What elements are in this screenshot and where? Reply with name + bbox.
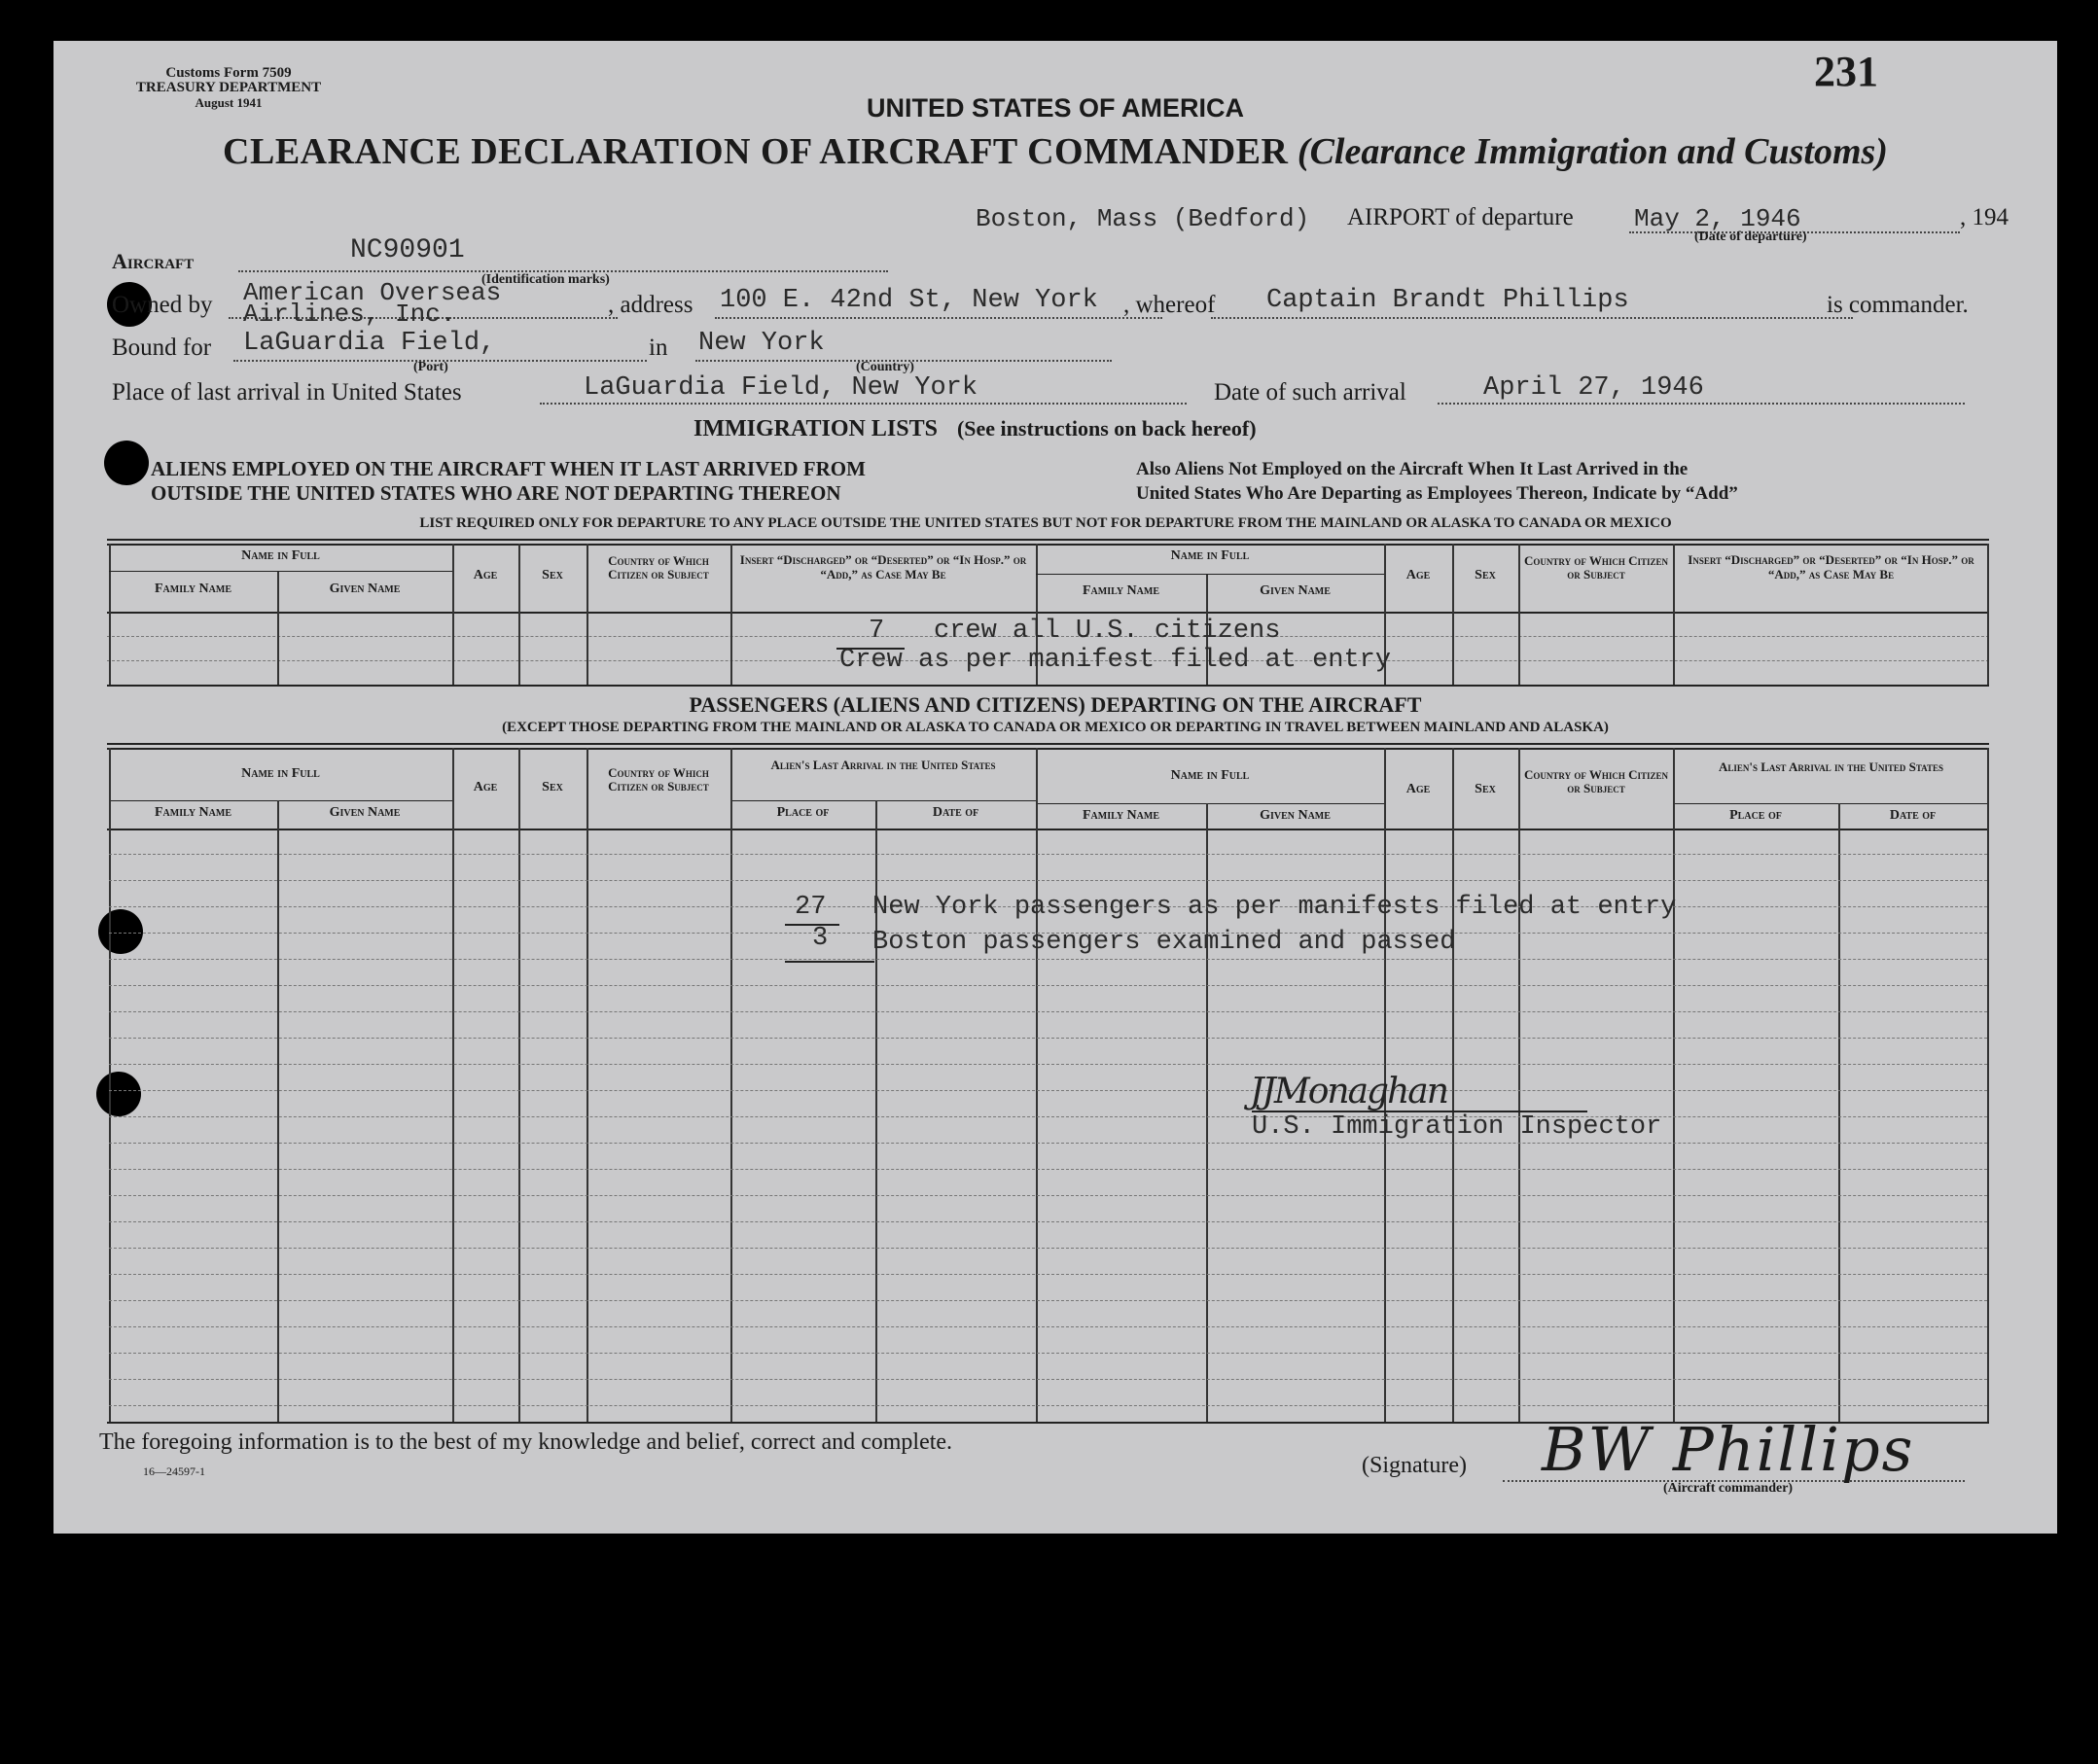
bound-in-label: in: [649, 335, 668, 361]
table-row-rule: [109, 1169, 1987, 1170]
crew-line-2: Crew as per manifest filed at entry: [839, 646, 1392, 675]
crew-insert-header-right: Insert “Discharged” or “Deserted” or “In Hosp.” or “Add,” as Case May Be: [1688, 552, 1974, 582]
owner-line-1: American Overseas: [243, 278, 502, 307]
pass-country-header: Country of Which Citizen or Subject: [608, 765, 709, 794]
pass-family-header: Family Name: [154, 805, 232, 820]
immigration-title: IMMIGRATION LISTS: [693, 416, 938, 441]
pass-last-arrival-header: Alien's Last Arrival in the United States: [770, 758, 996, 772]
commander-label: is commander.: [1827, 292, 1969, 318]
pass-family-header-right: Family Name: [1082, 808, 1160, 823]
boston-passenger-line: Boston passengers examined and passed: [872, 928, 1456, 957]
crew-age-header-right: Age: [1405, 568, 1431, 582]
crew-given-header: Given Name: [329, 582, 401, 596]
aircraft-label: Aircraft: [112, 249, 195, 273]
bound-for-label: Bound for: [112, 335, 212, 361]
crew-country-header: Country of Which Citizen or Subject: [608, 553, 709, 582]
crew-sex-header: Sex: [542, 568, 563, 582]
pass-last-arrival-header-right: Alien's Last Arrival in the United States: [1718, 759, 1944, 774]
table-row-rule: [109, 1300, 1987, 1301]
pass-given-header: Given Name: [329, 805, 401, 820]
crew-name-header: Name in Full: [241, 548, 320, 563]
table-row-rule: [109, 1353, 1987, 1354]
pass-age-header: Age: [473, 780, 498, 794]
departure-date: May 2, 1946: [1634, 204, 1801, 233]
passengers-heading: PASSENGERS (ALIENS AND CITIZENS) DEPARTING ON THE AIRCRAFT: [689, 692, 1422, 717]
crew-sex-header-right: Sex: [1475, 568, 1496, 582]
aliens-not-employed-line-1: Also Aliens Not Employed on the Aircraft When It Last Arrived in the: [1136, 459, 1689, 479]
form-paper: [53, 41, 2057, 1534]
table-row-rule: [109, 1221, 1987, 1222]
arrival-date-label: Date of such arrival: [1214, 379, 1406, 406]
aliens-not-employed-heading: [1136, 457, 1738, 506]
inspector-signature: JJMonaghan: [1250, 1072, 1447, 1111]
table-row-rule: [109, 1379, 1987, 1380]
punch-hole: [104, 441, 149, 485]
inspector-title: U.S. Immigration Inspector: [1252, 1112, 1662, 1142]
pass-date-of-header-right: Date of: [1889, 808, 1937, 823]
punch-hole: [96, 1072, 141, 1116]
aliens-employed-heading: [151, 457, 866, 506]
owner-line-2: Airlines, Inc.: [243, 300, 456, 329]
owned-by-label: Owned by: [112, 292, 213, 318]
crew-count: 7: [869, 617, 885, 646]
table-row-rule: [109, 1143, 1987, 1144]
pass-country-header-right: Country of Which Citizen or Subject: [1524, 767, 1668, 795]
immigration-heading: [693, 416, 1257, 442]
departure-airport-label: AIRPORT of departure: [1347, 204, 1574, 230]
crew-age-header: Age: [473, 568, 498, 582]
form-number: Customs Form 7509: [165, 65, 292, 81]
table-row-rule: [109, 1064, 1987, 1065]
crew-family-header: Family Name: [154, 582, 232, 596]
pass-sex-header-right: Sex: [1475, 782, 1496, 796]
crew-line-1: crew all U.S. citizens: [934, 617, 1281, 646]
aircraft-id-caption: (Identification marks): [481, 272, 610, 287]
commander-signature: BW Phillips: [1542, 1414, 1915, 1485]
whereof-label: , whereof: [1123, 292, 1216, 318]
owner-address: 100 E. 42nd St, New York: [720, 286, 1098, 315]
bound-country: New York: [698, 329, 825, 358]
departure-date-caption: (Date of departure): [1694, 229, 1807, 244]
table-row-rule: [109, 959, 1987, 960]
form-date: August 1941: [195, 95, 263, 110]
commander-name: Captain Brandt Phillips: [1266, 286, 1629, 315]
pass-name-header-right: Name in Full: [1170, 768, 1250, 783]
table-row-rule: [109, 1274, 1987, 1275]
footer-statement: The foregoing information is to the best of my knowledge and belief, correct and complete.: [99, 1429, 953, 1455]
last-arrival-place: LaGuardia Field, New York: [584, 373, 978, 403]
pass-age-header-right: Age: [1405, 782, 1431, 796]
form-department: TREASURY DEPARTMENT: [135, 80, 322, 95]
pass-place-of-header: Place of: [776, 805, 830, 820]
immigration-note: (See instructions on back hereof): [956, 416, 1257, 441]
ny-passenger-count: 27: [795, 893, 827, 922]
pass-name-header: Name in Full: [241, 766, 320, 781]
address-label: , address: [608, 292, 693, 318]
print-code: 16—24597-1: [143, 1464, 205, 1478]
boston-passenger-count: 3: [812, 924, 829, 953]
crew-given-header-right: Given Name: [1260, 583, 1331, 598]
pass-place-of-header-right: Place of: [1729, 808, 1782, 823]
table-row-rule: [109, 880, 1987, 881]
table-row-rule: [109, 1195, 1987, 1196]
aircraft-id: NC90901: [350, 235, 465, 265]
signature-caption: (Aircraft commander): [1663, 1481, 1794, 1496]
table-row-rule: [109, 854, 1987, 855]
list-required-note: LIST REQUIRED ONLY FOR DEPARTURE TO ANY PLACE OUTSIDE THE UNITED STATES BUT NOT FOR DEPARTURE FROM THE MAINLAND OR ALASKA TO CANADA OR MEXICO: [419, 515, 1672, 531]
crew-name-header-right: Name in Full: [1170, 548, 1250, 563]
page-number: 231: [1814, 48, 1878, 95]
table-row-rule: [109, 1326, 1987, 1327]
ny-passenger-line: New York passengers as per manifests filed at entry: [872, 893, 1677, 922]
table-row-rule: [109, 1090, 1987, 1091]
aliens-employed-line-1: ALIENS EMPLOYED ON THE AIRCRAFT WHEN IT LAST ARRIVED FROM: [151, 457, 866, 480]
crew-family-header-right: Family Name: [1082, 583, 1160, 598]
table-row-rule: [109, 1038, 1987, 1039]
pass-given-header-right: Given Name: [1260, 808, 1331, 823]
bound-port-caption: (Port): [413, 360, 448, 374]
table-row-rule: [109, 985, 1987, 986]
arrival-date: April 27, 1946: [1483, 373, 1704, 403]
passengers-subheading: (EXCEPT THOSE DEPARTING FROM THE MAINLAND OR ALASKA TO CANADA OR MEXICO OR DEPARTING IN TRAVEL BETWEEN MAINLAND AND ALASKA): [502, 720, 1609, 735]
crew-country-header-right: Country of Which Citizen or Subject: [1524, 553, 1668, 582]
pass-date-of-header: Date of: [932, 805, 979, 820]
signature-label: (Signature): [1362, 1453, 1467, 1478]
country-heading: UNITED STATES OF AMERICA: [867, 93, 1244, 123]
departure-airport: Boston, Mass (Bedford): [976, 204, 1310, 233]
bound-country-caption: (Country): [856, 360, 914, 374]
form-title-sub: (Clearance Immigration and Customs): [1297, 131, 1888, 172]
aliens-employed-line-2: OUTSIDE THE UNITED STATES WHO ARE NOT DEPARTING THEREON: [151, 481, 841, 505]
departure-year: , 194: [1960, 204, 2009, 230]
owner-name: [243, 278, 502, 329]
table-row-rule: [109, 1405, 1987, 1406]
bound-port: LaGuardia Field,: [243, 329, 496, 358]
last-arrival-label: Place of last arrival in United States: [112, 379, 462, 406]
table-row-rule: [109, 1011, 1987, 1012]
form-title: [53, 130, 2057, 173]
form-title-main: CLEARANCE DECLARATION OF AIRCRAFT COMMANDER: [223, 131, 1289, 172]
aliens-not-employed-line-2: United States Who Are Departing as Employees Thereon, Indicate by “Add”: [1136, 483, 1738, 504]
table-row-rule: [109, 1248, 1987, 1249]
crew-insert-header: Insert “Discharged” or “Deserted” or “In Hosp.” or “Add,” as Case May Be: [739, 552, 1027, 582]
table-row-rule: [109, 1116, 1987, 1117]
punch-hole: [98, 909, 143, 954]
pass-sex-header: Sex: [542, 780, 563, 794]
